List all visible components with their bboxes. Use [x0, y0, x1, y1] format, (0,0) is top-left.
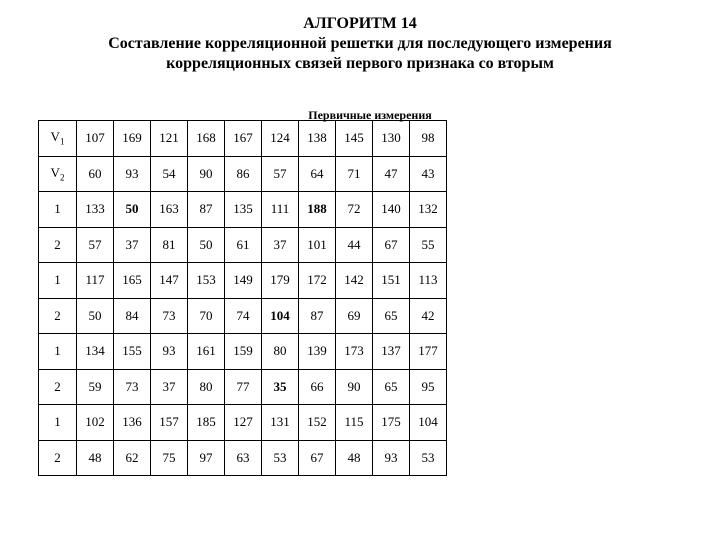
table-cell: 145	[336, 121, 373, 157]
row-label	[39, 440, 77, 476]
table-cell: 81	[151, 227, 188, 263]
table-cell: 130	[373, 121, 410, 157]
table-cell: 74	[225, 298, 262, 334]
table-cell: 138	[299, 121, 336, 157]
table-cell: 104	[410, 405, 447, 441]
document-title	[0, 14, 720, 74]
table-cell: 50	[77, 298, 114, 334]
table-cell: 101	[299, 227, 336, 263]
table-cell: 139	[299, 334, 336, 370]
table-cell: 37	[151, 369, 188, 405]
table-cell: 167	[225, 121, 262, 157]
table-cell: 77	[225, 369, 262, 405]
table-cell: 151	[373, 263, 410, 299]
table-subheading: Первичные измерения	[308, 108, 432, 122]
row-label-text: 1	[54, 414, 61, 430]
table-cell: 72	[336, 192, 373, 228]
table-cell: 66	[299, 369, 336, 405]
table-cell: 43	[410, 156, 447, 192]
row-label-subscript: 1	[59, 137, 65, 148]
table-cell: 60	[77, 156, 114, 192]
table-cell: 137	[373, 334, 410, 370]
row-label	[39, 156, 77, 192]
table-cell: 131	[262, 405, 299, 441]
table-cell: 133	[77, 192, 114, 228]
table-cell: 90	[336, 369, 373, 405]
table-cell: 134	[77, 334, 114, 370]
table-cell: 42	[410, 298, 447, 334]
table-cell: 71	[336, 156, 373, 192]
table-cell: 155	[114, 334, 151, 370]
correlation-table	[38, 120, 447, 476]
table-cell: 165	[114, 263, 151, 299]
table-cell: 107	[77, 121, 114, 157]
table-cell: 37	[262, 227, 299, 263]
table-cell: 173	[336, 334, 373, 370]
table-cell: 53	[410, 440, 447, 476]
table-row	[39, 156, 447, 192]
row-label-text: V	[50, 164, 60, 180]
table-cell: 57	[77, 227, 114, 263]
table-cell: 185	[188, 405, 225, 441]
table-cell: 175	[373, 405, 410, 441]
table-cell: 48	[336, 440, 373, 476]
row-label	[39, 369, 77, 405]
table-cell: 65	[373, 369, 410, 405]
table-cell: 169	[114, 121, 151, 157]
table-cell: 149	[225, 263, 262, 299]
row-label-text: V	[50, 129, 60, 145]
table-row	[39, 192, 447, 228]
table-cell: 44	[336, 227, 373, 263]
table-row	[39, 369, 447, 405]
table-cell: 69	[336, 298, 373, 334]
table-cell: 102	[77, 405, 114, 441]
row-label	[39, 121, 77, 157]
title-line-1: АЛГОРИТМ 14	[303, 15, 417, 32]
row-label-text: 1	[54, 201, 61, 217]
table-cell: 84	[114, 298, 151, 334]
table-cell: 53	[262, 440, 299, 476]
row-label-text: 1	[54, 272, 61, 288]
table-cell: 62	[114, 440, 151, 476]
table-cell: 87	[188, 192, 225, 228]
table-cell: 86	[225, 156, 262, 192]
table-cell: 111	[262, 192, 299, 228]
table-cell: 117	[77, 263, 114, 299]
table-cell: 63	[225, 440, 262, 476]
table-cell: 90	[188, 156, 225, 192]
row-label	[39, 405, 77, 441]
table-cell: 65	[373, 298, 410, 334]
table-cell: 59	[77, 369, 114, 405]
table-cell: 37	[114, 227, 151, 263]
table-cell: 172	[299, 263, 336, 299]
table-cell: 64	[299, 156, 336, 192]
table-cell: 93	[373, 440, 410, 476]
table-cell: 153	[188, 263, 225, 299]
table-cell: 93	[151, 334, 188, 370]
table-row	[39, 227, 447, 263]
table-cell: 57	[262, 156, 299, 192]
table-cell: 135	[225, 192, 262, 228]
table-cell: 140	[373, 192, 410, 228]
title-line-2: Составление корреляционной решетки для последующего измерения	[108, 35, 612, 52]
row-label	[39, 227, 77, 263]
row-label-text: 2	[54, 378, 61, 394]
table-cell: 152	[299, 405, 336, 441]
table-row	[39, 334, 447, 370]
table-cell: 98	[410, 121, 447, 157]
row-label-text: 2	[54, 236, 61, 252]
table-cell: 73	[151, 298, 188, 334]
table-cell: 161	[188, 334, 225, 370]
row-label-subscript: 2	[59, 172, 65, 183]
table-cell: 188	[299, 192, 336, 228]
table-cell: 113	[410, 263, 447, 299]
table-cell: 132	[410, 192, 447, 228]
table-cell: 127	[225, 405, 262, 441]
table-row	[39, 405, 447, 441]
row-label	[39, 192, 77, 228]
correlation-table-body	[39, 121, 447, 476]
row-label	[39, 298, 77, 334]
table-cell: 80	[188, 369, 225, 405]
table-cell: 121	[151, 121, 188, 157]
table-cell: 157	[151, 405, 188, 441]
table-cell: 70	[188, 298, 225, 334]
table-cell: 115	[336, 405, 373, 441]
table-cell: 124	[262, 121, 299, 157]
table-cell: 61	[225, 227, 262, 263]
table-cell: 48	[77, 440, 114, 476]
table-row	[39, 263, 447, 299]
table-cell: 104	[262, 298, 299, 334]
table-cell: 50	[114, 192, 151, 228]
row-label	[39, 334, 77, 370]
table-cell: 168	[188, 121, 225, 157]
table-cell: 73	[114, 369, 151, 405]
table-cell: 87	[299, 298, 336, 334]
table-cell: 163	[151, 192, 188, 228]
table-cell: 93	[114, 156, 151, 192]
table-cell: 179	[262, 263, 299, 299]
table-cell: 55	[410, 227, 447, 263]
table-cell: 50	[188, 227, 225, 263]
table-cell: 47	[373, 156, 410, 192]
table-cell: 35	[262, 369, 299, 405]
table-cell: 80	[262, 334, 299, 370]
table-cell: 75	[151, 440, 188, 476]
table-cell: 54	[151, 156, 188, 192]
table-cell: 142	[336, 263, 373, 299]
row-label-text: 1	[54, 343, 61, 359]
table-cell: 67	[373, 227, 410, 263]
table-cell: 67	[299, 440, 336, 476]
table-cell: 177	[410, 334, 447, 370]
table-cell: 147	[151, 263, 188, 299]
table-row	[39, 121, 447, 157]
title-line-3: корреляционных связей первого признака со вторым	[166, 55, 554, 72]
table-cell: 159	[225, 334, 262, 370]
table-cell: 97	[188, 440, 225, 476]
row-label-text: 2	[54, 449, 61, 465]
row-label	[39, 263, 77, 299]
row-label-text: 2	[54, 307, 61, 323]
table-cell: 136	[114, 405, 151, 441]
table-cell: 95	[410, 369, 447, 405]
table-row	[39, 298, 447, 334]
table-row	[39, 440, 447, 476]
